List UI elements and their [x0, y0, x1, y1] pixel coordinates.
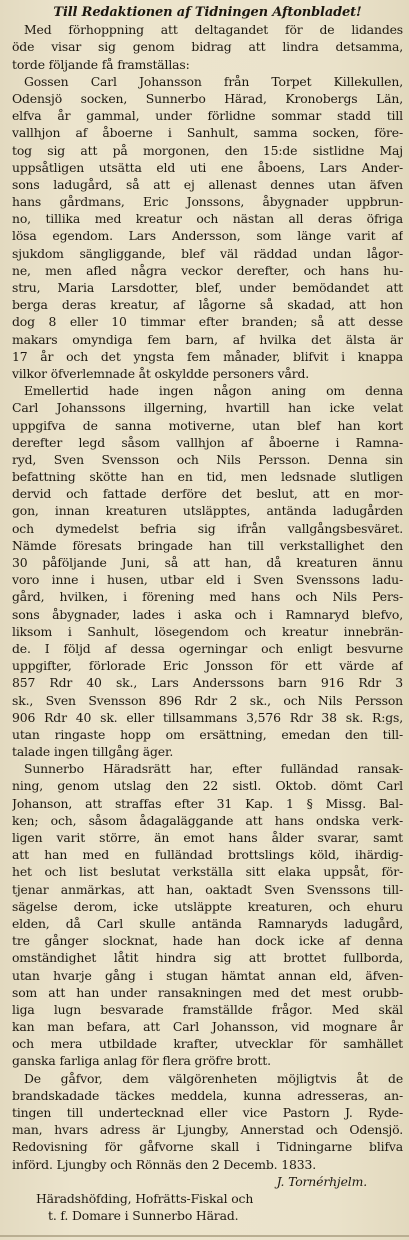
article-line: het och list beslutat verkställa sitt elaka uppsåt, för- [12, 864, 403, 880]
article-line: berga deras kreatur, af lågorne så skadad, att hon [12, 297, 403, 313]
article-line: Odensjö socken, Sunnerbo Härad, Kronobergs Län, [12, 90, 403, 106]
article-line: införd. Ljungby och Rönnäs den 2 Decemb. 1833. [12, 1156, 316, 1172]
article-line: liga lugn besvarade framställde frågor. Med skäl [12, 1001, 403, 1017]
article-line: gård, hvilken, i förening med hans och Nils Pers- [12, 589, 403, 605]
article-line: no, tillika med kreatur och nästan all deras öfriga [12, 211, 403, 227]
article-line: gon, innan kreaturen utsläpptes, antända ladugården [12, 503, 403, 519]
article-line: tre gånger slocknat, hade han dock icke af denna [12, 933, 403, 949]
article-line: vilkor öfverlemnade åt oskyldde personers vård. [12, 365, 310, 381]
article-line: ganska farliga anlag för flera gröfre brott. [12, 1053, 271, 1069]
article-line: ning, genom utslag den 22 sistl. Oktob. dömt Carl [12, 778, 403, 794]
article-title: Till Redaktionen af Tidningen Aftonbladet! [53, 5, 362, 20]
article-line: dervid och fattade derföre det beslut, att en mor- [12, 486, 403, 502]
article-line: tog sig att på morgonen, den 15:de sistlidne Maj [12, 142, 403, 158]
article-line: sons åbygnader, lades i aska och i Ramnaryd blefvo, [12, 606, 403, 622]
article-line: tjenar anmärkas, att han, oaktadt Sven Svenssons till- [12, 881, 403, 897]
article-line: och mera utbildade krafter, utvecklar för samhället [12, 1036, 403, 1052]
article-line: ken; och, såsom ådagaläggande att hans ondska verk- [12, 812, 403, 828]
article-line: uppgifva de sanna motiverne, utan blef han kort [12, 417, 403, 433]
article-line: att han med en fulländad brottslings köld, ihärdig- [12, 847, 403, 863]
article-line: öde visar sig genom bidrag att lindra detsamma, [12, 39, 403, 55]
article-line: elfva år gammal, under förlidne sommar stadd till [12, 108, 403, 124]
article-line: Nämde föresats bringade han till verkstallighet den [12, 537, 403, 553]
article-line: makars omyndiga fem barn, af hvilka det älsta är [12, 331, 403, 347]
article-line: sk., Sven Svensson 896 Rdr 2 sk., och Nils Persson [12, 692, 403, 708]
article-line: utan ringaste hopp om ersättning, emedan den till- [12, 726, 403, 742]
article-line: ryd, Sven Svensson och Nils Persson. Denna sin [12, 451, 403, 467]
bottom-rule [0, 1235, 409, 1237]
article-line: 857 Rdr 40 sk., Lars Anderssons barn 916 Rdr 3 [12, 675, 403, 691]
article-line: sjukdom sängliggande, blef väl räddad undan lågor- [12, 245, 403, 261]
article-line: stru, Maria Larsdotter, blef, under bemödandet att [12, 280, 403, 295]
article-line: 906 Rdr 40 sk. eller tillsammans 3,576 Rdr 38 sk. R:gs, [12, 709, 403, 725]
signature-title-line-1: Häradshöfding, Hofrätts-Fiskal och [36, 1190, 254, 1206]
article-line: Gossen Carl Johansson från Torpet Killekullen, [24, 73, 403, 89]
article-line: ligen varit större, än emot hans ålder svarar, samt [12, 830, 403, 845]
article-line: sons ladugård, så att ej allenast dennes utan äfven [12, 176, 403, 192]
article-line: Sunnerbo Häradsrätt har, efter fulländad ransak- [24, 761, 403, 777]
article-line: Carl Johanssons illgerning, hvartill han icke velat [12, 400, 403, 416]
article-line: hans gårdmans, Eric Jonssons, åbygnader uppbrun- [12, 194, 403, 210]
signature-name: J. Tornérhjelm. [276, 1173, 367, 1189]
article-line: 30 påföljande Juni, så att han, då kreaturen ännu [12, 555, 403, 570]
article-line: voro inne i husen, utbar eld i Sven Svenssons ladu- [12, 572, 403, 588]
article-line: Redovisning för gåfvorne skall i Tidningarne blifva [12, 1139, 403, 1155]
article-line: Emellertid hade ingen någon aning om denna [24, 383, 403, 399]
article-line: ne, men afled några veckor derefter, och hans hu- [12, 262, 403, 278]
article-line: och dymedelst befria sig ifrån vallgångsbesväret. [12, 520, 403, 536]
article-line: tingen till undertecknad eller vice Pastorn J. Ryde- [12, 1105, 403, 1120]
signature-title-line-2: t. f. Domare i Sunnerbo Härad. [48, 1208, 239, 1224]
article-line: de. I följd af dessa ogerningar och enligt besvurne [12, 640, 403, 656]
article-line: talade ingen tillgång äger. [12, 744, 174, 760]
article-line: lösa egendom. Lars Andersson, som länge varit af [12, 228, 403, 244]
article-line: brandskadade täckes meddela, kunna adresseras, an- [12, 1087, 403, 1103]
article-line: sägelse derom, icke utsläppte kreaturen, och ehuru [12, 898, 403, 914]
article-line: De gåfvor, dem välgörenheten möjligtvis åt de [24, 1070, 403, 1086]
article-line: elden, då Carl skulle antända Ramnaryds ladugård, [12, 915, 403, 931]
article-line: Med förhoppning att deltagandet för de lidandes [24, 22, 403, 38]
article-line: befattning skötte han en tid, men ledsnade slutligen [12, 469, 403, 485]
article-line: dog 8 eller 10 timmar efter branden; så att desse [12, 314, 403, 330]
article-line: kan man befara, att Carl Johansson, vid mognare år [12, 1019, 403, 1035]
article-line: liksom i Sanhult, lösegendom och kreatur innebrän- [12, 623, 403, 639]
article-line: omständighet låtit hindra sig att brottet fullborda, [12, 950, 403, 966]
article-line: vallhjon af åboerne i Sanhult, samma socken, före- [12, 125, 403, 141]
article-line: uppgifter, förlorade Eric Jonsson för ett värde af [12, 658, 403, 674]
article-line: som att han under ransakningen med det mest orubb- [12, 984, 403, 1000]
article-line: derefter legd såsom vallhjon af åboerne i Ramna- [12, 434, 403, 450]
article-line: utan hvarje gång i stugan hämtat annan eld, äfven- [12, 967, 403, 983]
article-body [12, 21, 403, 1173]
article-line: Johanson, att straffas efter 31 Kap. 1 § Missg. Bal- [12, 795, 403, 811]
article-line: man, hvars adress är Ljungby, Annerstad och Odensjö. [12, 1122, 403, 1138]
article-line: uppsåtligen utsätta eld uti ene åboens, Lars Ander- [12, 159, 403, 175]
article-line: torde följande få framställas: [12, 56, 190, 72]
article-line: 17 år och det yngsta fem månader, blifvit i knappa [12, 348, 403, 364]
